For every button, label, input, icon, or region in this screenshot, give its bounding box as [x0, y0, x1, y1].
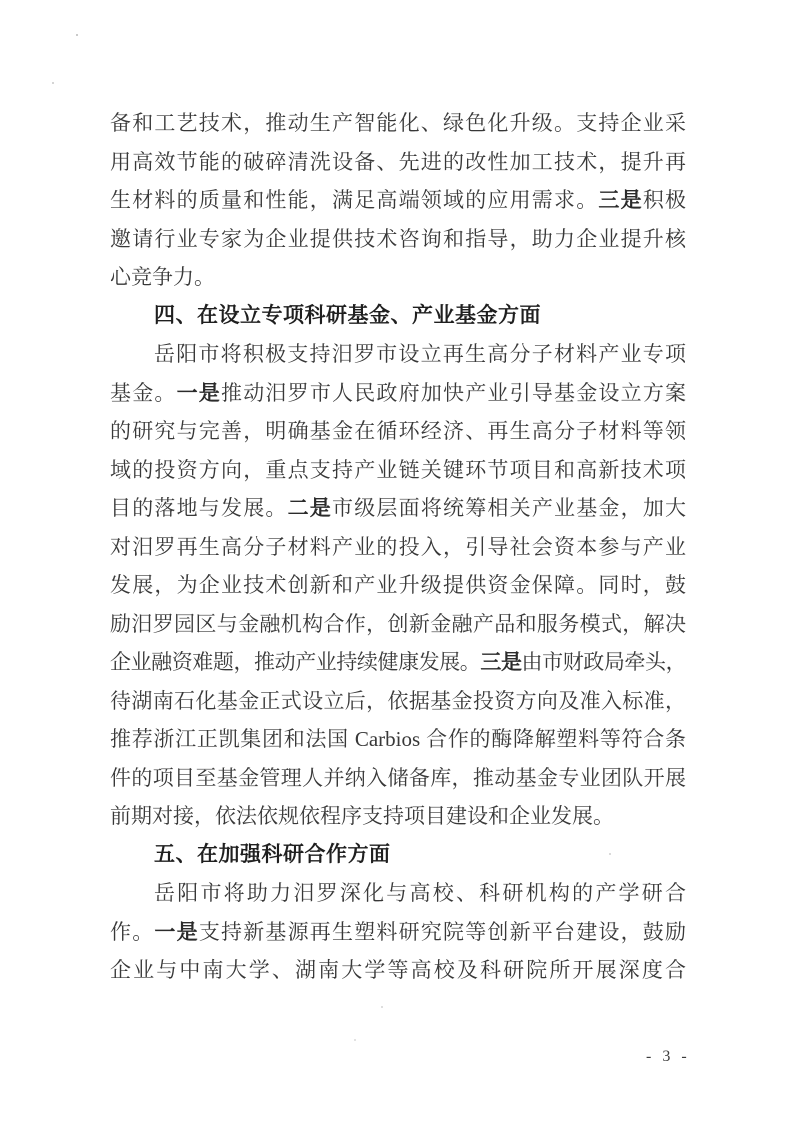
scan-speck: [354, 1039, 356, 1041]
section-heading: [110, 836, 686, 875]
scan-speck: [381, 1006, 383, 1008]
text-run: 心竞争力。: [110, 265, 215, 289]
text-run: 积极: [642, 188, 687, 212]
text-run: 作。: [110, 919, 155, 944]
text-run: 前期对接，依法依规依程序支持项目建设和企业发展。: [110, 804, 614, 828]
bold-text-run: 三是: [598, 188, 643, 212]
text-run: 支持新基源再生塑料研究院等创新平台建设，鼓励: [198, 919, 687, 944]
text-line: [110, 451, 686, 490]
text-line: [110, 797, 686, 836]
text-line: [110, 682, 686, 721]
text-run: 岳阳市将助力汨罗深化与高校、科研机构的产学研合: [154, 881, 686, 905]
document-text-block: [110, 104, 686, 990]
text-line: [110, 104, 686, 143]
text-line: [110, 181, 686, 220]
bold-text-run: 一是: [176, 380, 222, 405]
text-run: 的研究与完善，明确基金在循环经济、再生高分子材料等领: [110, 419, 686, 443]
text-run: 岳阳市将积极支持汨罗市设立再生高分子材料产业专项: [154, 342, 686, 366]
text-line: [110, 220, 686, 259]
text-run: 基金。: [110, 380, 177, 405]
page-number: - 3 -: [646, 1048, 689, 1065]
text-run: 邀请行业专家为企业提供技术咨询和指导，助力企业提升核: [110, 226, 686, 251]
text-line: [110, 566, 686, 605]
text-line: [110, 143, 686, 182]
bold-text-run: 一是: [154, 919, 199, 944]
text-run: 励汨罗园区与金融机构合作，创新金融产品和服务模式，解决: [110, 611, 686, 636]
text-run: 企业与中南大学、湖南大学等高校及科研院所开展深度合: [110, 958, 686, 982]
text-run: 域的投资方向，重点支持产业链关键环节项目和高新技术项: [110, 457, 686, 482]
text-line: [110, 335, 686, 374]
bold-text-run: 二是: [287, 496, 333, 520]
text-line: [110, 643, 686, 682]
text-run: 企业融资难题，推动产业持续健康发展。: [110, 650, 481, 674]
text-run: 备和工艺技术，推动生产智能化、绿色化升级。支持企业采: [110, 111, 686, 135]
text-line: [110, 412, 686, 451]
text-line: [110, 374, 686, 413]
text-run: 推动汨罗市人民政府加快产业引导基金设立方案: [221, 380, 687, 405]
scan-speck: [609, 853, 611, 855]
text-line: [110, 913, 686, 952]
text-run: 发展，为企业技术创新和产业升级提供资金保障。同时，鼓: [110, 573, 686, 597]
text-run: 对汨罗再生高分子材料产业的投入，引导社会资本参与产业: [110, 534, 686, 559]
text-run: 待湖南石化基金正式设立后，依据基金投资方向及准入标准，: [110, 688, 686, 713]
text-line: [110, 528, 686, 567]
text-run: 生材料的质量和性能，满足高端领域的应用需求。: [110, 188, 599, 212]
text-run: 四、在设立专项科研基金、产业基金方面: [154, 303, 541, 327]
text-line: [110, 759, 686, 798]
text-line: [110, 720, 686, 759]
text-run: 五、在加强科研合作方面: [154, 842, 391, 866]
bold-text-run: 三是: [480, 650, 522, 674]
text-run: 件的项目至基金管理人并纳入储备库，推动基金专业团队开展: [110, 765, 686, 790]
text-line: [110, 951, 686, 990]
section-heading: [110, 297, 686, 336]
text-run: 目的落地与发展。: [110, 496, 288, 520]
text-line: [110, 874, 686, 913]
scan-speck: [52, 82, 54, 84]
text-line: [110, 489, 686, 528]
text-line: [110, 605, 686, 644]
text-run: 由市财政局牵头，: [521, 650, 686, 674]
text-run: 市级层面将统筹相关产业基金，加大: [332, 496, 687, 520]
text-run: 推荐浙江正凯集团和法国 Carbios 合作的酶降解塑料等符合条: [110, 727, 686, 751]
text-line: [110, 258, 686, 297]
scan-speck: [76, 34, 78, 36]
text-run: 用高效节能的破碎清洗设备、先进的改性加工技术，提升再: [110, 149, 686, 174]
